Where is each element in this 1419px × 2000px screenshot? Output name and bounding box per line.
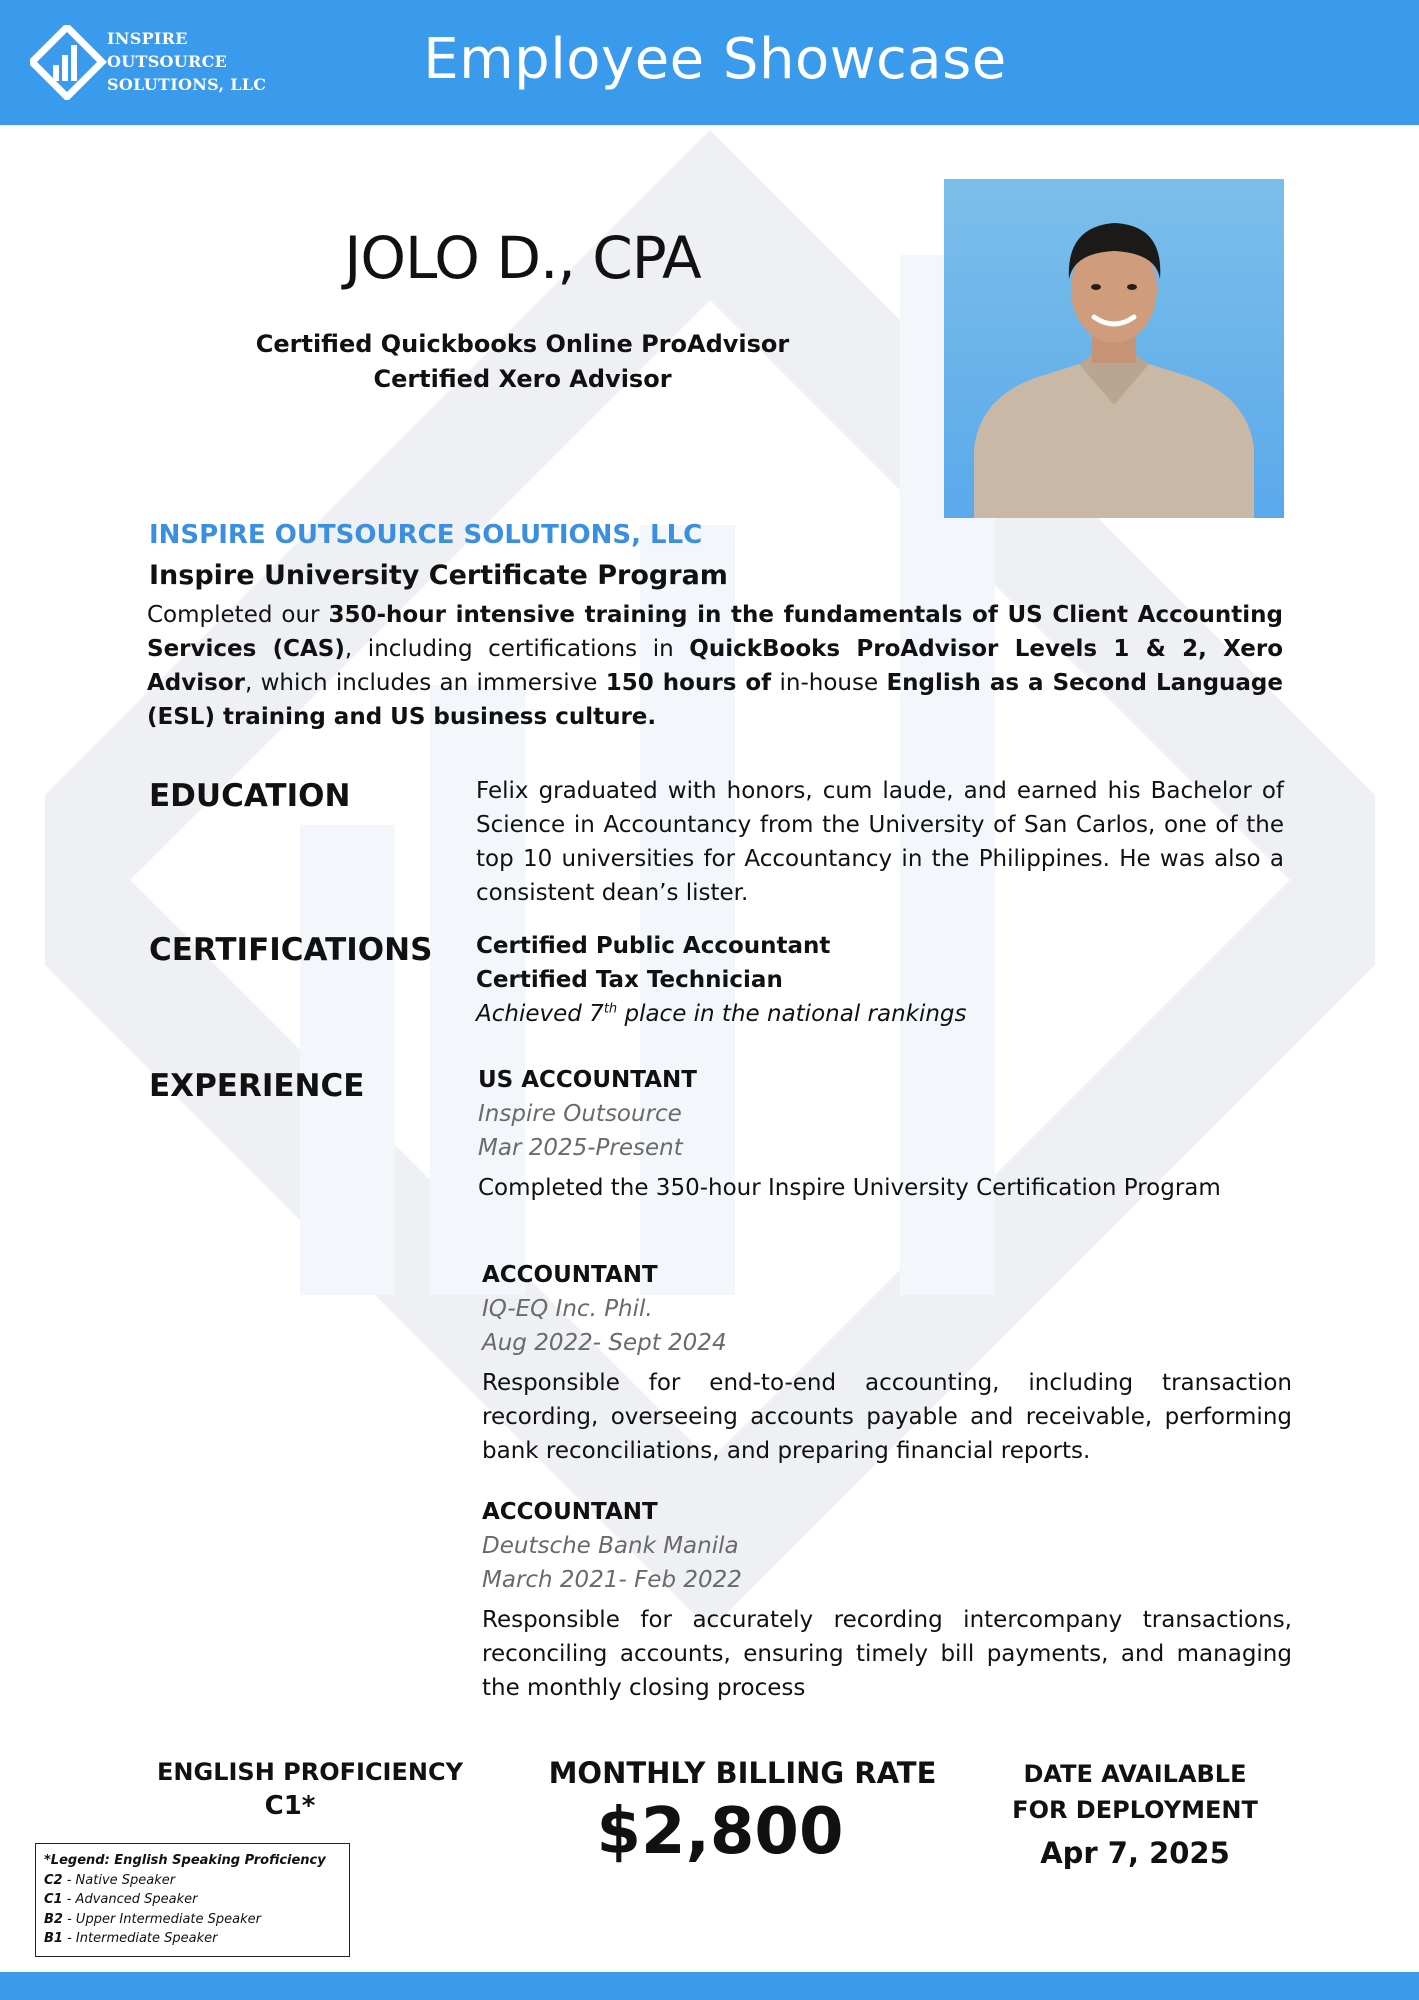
job-dates: Mar 2025-Present xyxy=(478,1135,683,1161)
job-title: US ACCOUNTANT xyxy=(478,1067,697,1093)
job-dates: March 2021- Feb 2022 xyxy=(482,1567,742,1593)
employee-portrait-icon xyxy=(944,179,1284,518)
ranking-suffix: place in the national rankings xyxy=(617,1001,967,1027)
credentials xyxy=(200,327,845,397)
logo-line: OUTSOURCE xyxy=(107,52,228,71)
program-text-part: , which includes an immersive xyxy=(244,670,606,696)
ranking-prefix: Achieved 7 xyxy=(476,1001,604,1027)
english-proficiency-legend xyxy=(35,1843,350,1957)
availability-label-line1: DATE AVAILABLE xyxy=(1023,1760,1247,1788)
program-text-part: , including certifications in xyxy=(344,636,690,662)
job-title: ACCOUNTANT xyxy=(482,1499,658,1525)
availability-date: Apr 7, 2025 xyxy=(1040,1836,1230,1870)
experience-entry xyxy=(478,1063,1288,1205)
english-proficiency-label: ENGLISH PROFICIENCY xyxy=(157,1758,463,1786)
credential-item: Certified Quickbooks Online ProAdvisor xyxy=(255,330,790,358)
english-proficiency-value: C1* xyxy=(264,1791,316,1821)
legend-code: C2 xyxy=(44,1872,63,1888)
experience-heading: EXPERIENCE xyxy=(149,1068,365,1104)
program-title: Inspire University Certificate Program xyxy=(149,560,728,591)
job-description: Completed the 350-hour Inspire University Certification Program xyxy=(478,1175,1221,1201)
job-description: Responsible for accurately recording intercompany transactions, reconciling accounts, ensuring timely bill payments, and managing the monthly closing process xyxy=(482,1607,1292,1701)
employee-photo xyxy=(944,179,1284,518)
credential-item: Certified Xero Advisor xyxy=(373,365,672,393)
legend-text: - Native Speaker xyxy=(62,1872,176,1888)
legend-title: *Legend: English Speaking Proficiency xyxy=(44,1853,326,1868)
footer-bar xyxy=(0,1972,1419,2000)
billing-rate-label: MONTHLY BILLING RATE xyxy=(548,1756,937,1790)
header-bar xyxy=(0,0,1419,125)
billing-rate-value: $2,800 xyxy=(596,1795,844,1869)
legend-code: B2 xyxy=(44,1911,63,1927)
job-dates: Aug 2022- Sept 2024 xyxy=(482,1330,727,1356)
legend-row xyxy=(44,1929,349,1949)
experience-entry xyxy=(482,1258,1292,1468)
job-description: Responsible for end-to-end accounting, including transaction recording, overseeing accounts payable and receivable, performing bank reconciliations, and preparing financial reports. xyxy=(482,1370,1292,1464)
employee-name: JOLO D., CPA xyxy=(344,224,701,292)
page-title: Employee Showcase xyxy=(423,27,1007,92)
program-text-part: QuickBooks ProAdvisor Levels 1 & 2, Xero Advisor xyxy=(147,636,1283,696)
legend-row xyxy=(44,1890,349,1910)
legend-code: C1 xyxy=(44,1892,63,1907)
legend-text: - Upper Intermediate Speaker xyxy=(62,1911,261,1927)
availability-label-line2: FOR DEPLOYMENT xyxy=(1012,1796,1258,1824)
program-description xyxy=(147,598,1283,734)
job-company: Deutsche Bank Manila xyxy=(482,1533,739,1559)
legend-row xyxy=(44,1910,349,1930)
education-heading: EDUCATION xyxy=(149,778,351,814)
legend-row xyxy=(44,1871,349,1891)
program-text-part: in-house xyxy=(771,670,887,696)
logo-line: SOLUTIONS, LLC xyxy=(107,75,267,94)
logo-line: INSPIRE xyxy=(107,29,188,48)
certifications-list xyxy=(476,929,1284,1031)
company-name: INSPIRE OUTSOURCE SOLUTIONS, LLC xyxy=(149,520,703,550)
legend-text: - Advanced Speaker xyxy=(62,1892,198,1907)
certification-item: Certified Tax Technician xyxy=(476,967,783,993)
certification-item: Certified Public Accountant xyxy=(476,933,831,959)
job-title: ACCOUNTANT xyxy=(482,1262,658,1288)
education-description: Felix graduated with honors, cum laude, and earned his Bachelor of Science in Accountancy from the University of San Carlos, one of the top 10 universities for Accountancy in the Philippines. He was also a consistent dean’s lister. xyxy=(476,778,1284,906)
experience-entry xyxy=(482,1495,1292,1705)
program-text-part: 150 hours of xyxy=(605,670,772,696)
legend-text: - Intermediate Speaker xyxy=(62,1931,218,1946)
program-text-part: English as a Second Language (ESL) training and US business culture. xyxy=(147,670,1283,730)
ranking-ordinal: th xyxy=(603,1001,618,1017)
job-company: IQ-EQ Inc. Phil. xyxy=(482,1296,653,1322)
certification-ranking-note xyxy=(476,997,1284,1031)
job-company: Inspire Outsource xyxy=(478,1101,682,1127)
program-text-part: Completed our xyxy=(147,602,329,628)
certifications-heading: CERTIFICATIONS xyxy=(149,932,433,968)
program-text-part: 350-hour intensive training in the fundamentals of US Client Accounting Services (CAS) xyxy=(147,602,1284,662)
legend-code: B1 xyxy=(44,1931,63,1946)
